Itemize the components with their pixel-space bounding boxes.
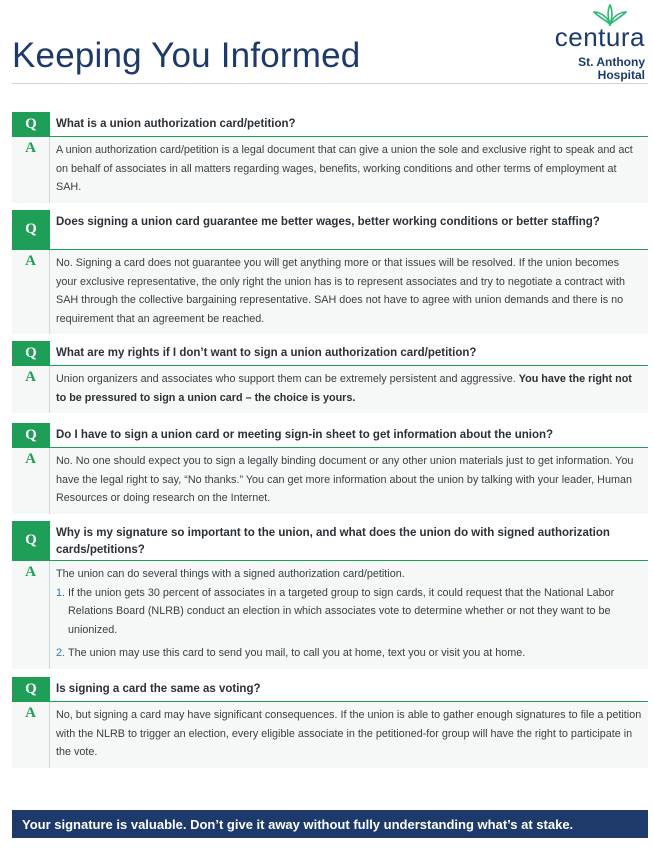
- answer-row: [12, 702, 648, 768]
- list-item-text: If the union gets 30 percent of associates in a targeted group to sign cards, it could request that the National Labor Relations Board (NLRB) conduct an election in which associates vote to determine whether or not they want to be unionized.: [68, 586, 615, 636]
- list-item-text: The union may use this card to send you mail, to call you at home, text you or visit you at home.: [68, 647, 526, 659]
- answer-row: [12, 561, 648, 669]
- answer-badge: A: [12, 561, 50, 669]
- answer-badge: A: [12, 137, 50, 203]
- footer-banner: [12, 810, 648, 838]
- answer-badge: A: [12, 448, 50, 514]
- answer-row: [12, 250, 648, 334]
- logo-sub-line-1: St. Anthony: [578, 55, 645, 69]
- faq-item-6: [12, 677, 648, 768]
- question-badge: Q: [12, 341, 50, 365]
- answer-text: [50, 366, 648, 413]
- list-number: 1.: [56, 586, 66, 599]
- question-badge: Q: [12, 423, 50, 447]
- answer-row: [12, 448, 648, 514]
- logo-brand-text: centura: [554, 22, 645, 52]
- question-row: [12, 423, 648, 448]
- answer-row: [12, 137, 648, 203]
- page-title: Keeping You Informed: [12, 36, 361, 75]
- faq-item-4: [12, 423, 648, 514]
- list-number: 2.: [56, 647, 66, 659]
- faq-item-1: [12, 112, 648, 203]
- answer-badge: A: [12, 366, 50, 413]
- question-text: Does signing a union card guarantee me better wages, better working conditions or better staffing?: [56, 216, 600, 228]
- answer-text-plain: Union organizers and associates who support them can be extremely persistent and aggressive.: [56, 373, 516, 385]
- question-row: [12, 677, 648, 702]
- question-badge: Q: [12, 112, 50, 136]
- answer-text: No, but signing a card may have significant consequences. If the union is able to gather enough signatures to file a petition with the NLRB to trigger an election, every eligible associate in the petitioned-for group will have the right to participate in the vote.: [56, 709, 642, 758]
- answer-text: No. No one should expect you to sign a legally binding document or any other union materials just to get information. You have the legal right to say, “No thanks.” You can get more information about the union by talking with your leader, Human Resources or doing research on the Internet.: [56, 455, 634, 504]
- question-row: [12, 112, 648, 137]
- question-text: Why is my signature so important to the union, and what does the union do with signed authorization cards/petitions?: [56, 527, 610, 556]
- answer-badge: A: [12, 250, 50, 334]
- question-text: What is a union authorization card/petition?: [56, 118, 296, 130]
- question-row: [12, 210, 648, 250]
- answer-row: [12, 366, 648, 413]
- logo-sub-line-2: Hospital: [597, 68, 645, 82]
- question-text: What are my rights if I don’t want to sign a union authorization card/petition?: [56, 347, 477, 359]
- answer-text-bold: You have the right not to be pressured to sign a union card – the choice is yours.: [56, 373, 632, 404]
- faq-item-3: [12, 341, 648, 413]
- question-badge: Q: [12, 521, 50, 560]
- list-item: [56, 644, 642, 663]
- question-badge: Q: [12, 677, 50, 701]
- faq-item-2: [12, 210, 648, 334]
- question-row: [12, 341, 648, 366]
- question-text: Is signing a card the same as voting?: [56, 683, 261, 695]
- question-row: [12, 521, 648, 561]
- answer-text: A union authorization card/petition is a legal document that can give a union the sole and exclusive right to speak and act on behalf of associates in all matters regarding wages, benefits, working conditions and other terms of employment at SAH.: [56, 144, 633, 193]
- question-badge: Q: [12, 210, 50, 249]
- centura-logo: [535, 4, 645, 84]
- answer-badge: A: [12, 702, 50, 768]
- answer-text: No. Signing a card does not guarantee you will get anything more or that issues will be resolved. If the union becomes your exclusive representative, the only right the union has is to represent associates and try to negotiate a contract with SAH through the collective bargaining representative. SAH does not have to agree with union demands and there is no requirement that an agreement be reached.: [56, 257, 625, 325]
- answer-intro: The union can do several things with a signed authorization card/petition.: [56, 568, 405, 580]
- footer-text: Your signature is valuable. Don’t give it away without fully understanding what’s at stake.: [22, 816, 574, 832]
- list-item: [56, 584, 642, 640]
- answer-text: [50, 561, 648, 669]
- logo-subtitle: [578, 56, 645, 82]
- question-text: Do I have to sign a union card or meeting sign-in sheet to get information about the union?: [56, 429, 554, 441]
- faq-item-5: [12, 521, 648, 669]
